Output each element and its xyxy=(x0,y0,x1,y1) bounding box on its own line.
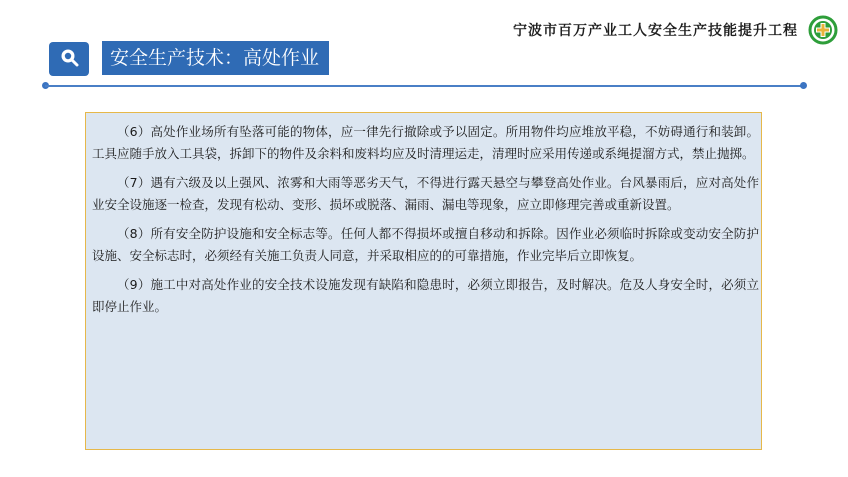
program-title: 宁波市百万产业工人安全生产技能提升工程 xyxy=(513,23,798,39)
section-icon-box xyxy=(49,42,89,76)
magnifier-icon xyxy=(59,47,79,71)
paragraph-item-9: （9）施工中对高处作业的安全技术设施发现有缺陷和隐患时，必须立即报告，及时解决。危及人身安全时，必须立即停止作业。 xyxy=(92,277,759,314)
header-divider xyxy=(45,85,803,87)
paragraph-item-8: （8）所有安全防护设施和安全标志等。任何人都不得损坏或擅自移动和拆除。因作业必须临时拆除或变动安全防护设施、安全标志时，必须经有关施工负责人同意，并采取相应的的可靠措施，作业完毕后立即恢复。 xyxy=(92,226,759,263)
safety-cross-logo-icon xyxy=(808,15,838,45)
section-title: 安全生产技术：高处作业 xyxy=(102,41,329,75)
content-panel xyxy=(85,112,762,450)
paragraph-item-6: （6）高处作业场所有坠落可能的物体，应一律先行撤除或予以固定。所用物件均应堆放平稳，不妨碍通行和装卸。工具应随手放入工具袋，拆卸下的物件及余料和废料均应及时清理运走，清理时应采用传递或系绳提溜方式，禁止抛掷。 xyxy=(92,124,759,161)
paragraph-item-7: （7）遇有六级及以上强风、浓雾和大雨等恶劣天气，不得进行露天悬空与攀登高处作业。台风暴雨后，应对高处作业安全设施逐一检查，发现有松动、变形、损坏或脱落、漏雨、漏电等现象，应立即修理完善或重新设置。 xyxy=(92,175,759,212)
divider-dot-right xyxy=(800,82,807,89)
